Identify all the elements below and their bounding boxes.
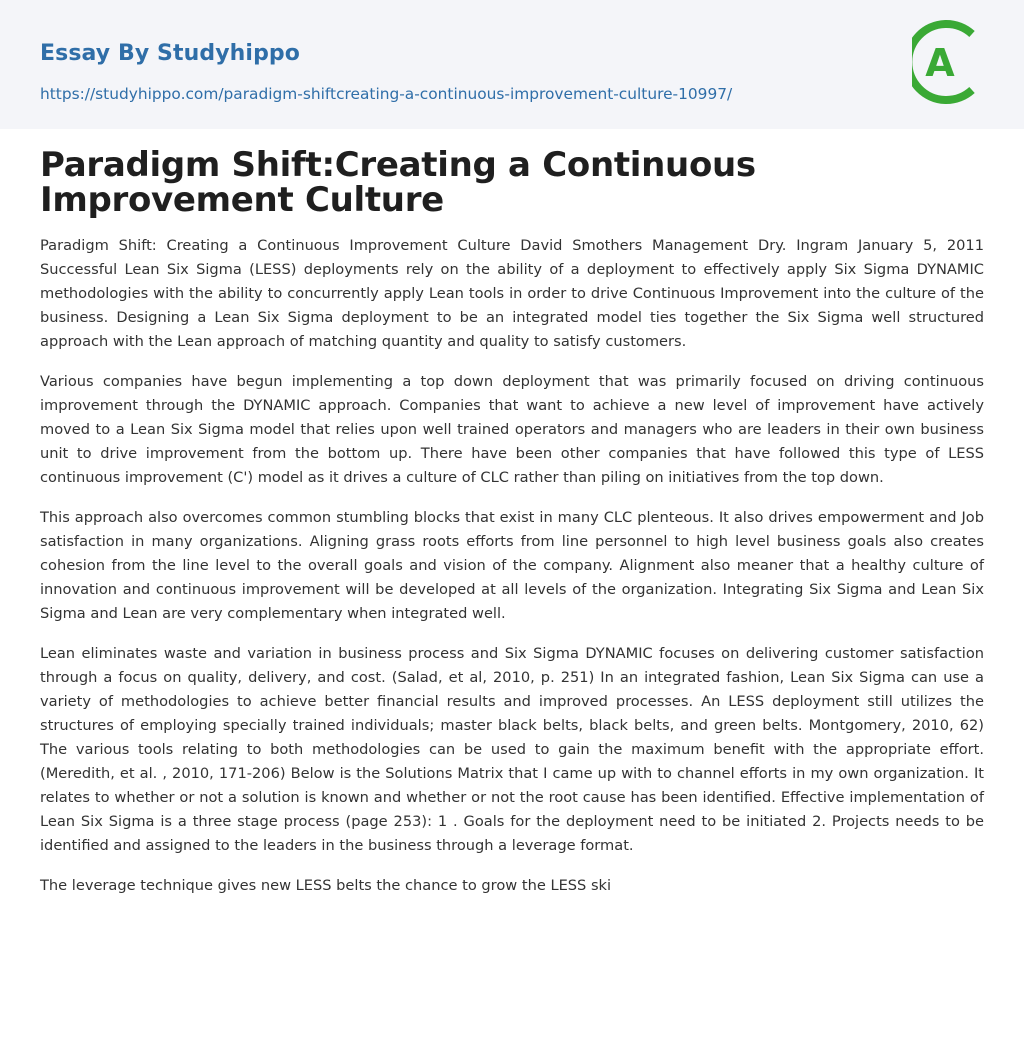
site-brand[interactable]: Essay By Studyhippo [40,41,300,66]
essay-title: Paradigm Shift:Creating a Continuous Improvement Culture [40,145,756,220]
site-header [0,0,1024,129]
studyhippo-logo-icon[interactable] [912,18,986,106]
essay-paragraph: Paradigm Shift: Creating a Continuous Improvement Culture David Smothers Management Dry. Ingram January 5, 2011 Successful Lean Six Sigma (LESS) deployments rely on the ability of a deployment to effectively apply Six Sigma DYNAMIC methodologies with the ability to concurrently apply Lean tools in order to drive Continuous Improvement into the culture of the business. Designing a Lean Six Sigma deployment to be an integrated model ties together the Six Sigma well structured approach with the Lean approach of matching quantity and quality to satisfy customers. [40,237,984,350]
essay-body [40,234,984,914]
essay-paragraph: The leverage technique gives new LESS belts the chance to grow the LESS ski [40,877,612,894]
essay-paragraph: This approach also overcomes common stumbling blocks that exist in many CLC plenteous. It also drives empowerment and Job satisfaction in many organizations. Aligning grass roots efforts from line personnel to high level business goals also creates cohesion from the line level to the overall goals and vision of the company. Alignment also meaner that a healthy culture of innovation and continuous improvement will be developed at all levels of the organization. Integrating Six Sigma and Lean Six Sigma and Lean are very complementary when integrated well. [40,509,984,622]
essay-paragraph: Lean eliminates waste and variation in business process and Six Sigma DYNAMIC focuses on delivering customer satisfaction through a focus on quality, delivery, and cost. (Salad, et al, 2010, p. 251) In an integrated fashion, Lean Six Sigma can use a variety of methodologies to achieve better financial results and improved processes. An LESS deployment still utilizes the structures of employing specially trained individuals; master black belts, black belts, and green belts. Montgomery, 2010, 62) The various tools relating to both methodologies can be used to gain the maximum benefit with the appropriate effort. (Meredith, et al. , 2010, 171-206) Below is the Solutions Matrix that I came up with to channel efforts in my own organization. It relates to whether or not a solution is known and whether or not the root cause has been identified. Effective implementation of Lean Six Sigma is a three stage process (page 253): 1 . Goals for the deployment need to be initiated 2. Projects needs to be identified and assigned to the leaders in the business through a leverage format. [40,645,984,854]
logo-letter: A [925,41,955,85]
essay-url-link[interactable]: https://studyhippo.com/paradigm-shiftcreating-a-continuous-improvement-culture-10997/ [40,85,733,103]
essay-paragraph: Various companies have begun implementing a top down deployment that was primarily focused on driving continuous improvement through the DYNAMIC approach. Companies that want to achieve a new level of improvement have actively moved to a Lean Six Sigma model that relies upon well trained operators and managers who are leaders in their own business unit to drive improvement from the bottom up. There have been other companies that have followed this type of LESS continuous improvement (C') model as it drives a culture of CLC rather than piling on initiatives from the top down. [40,373,984,486]
